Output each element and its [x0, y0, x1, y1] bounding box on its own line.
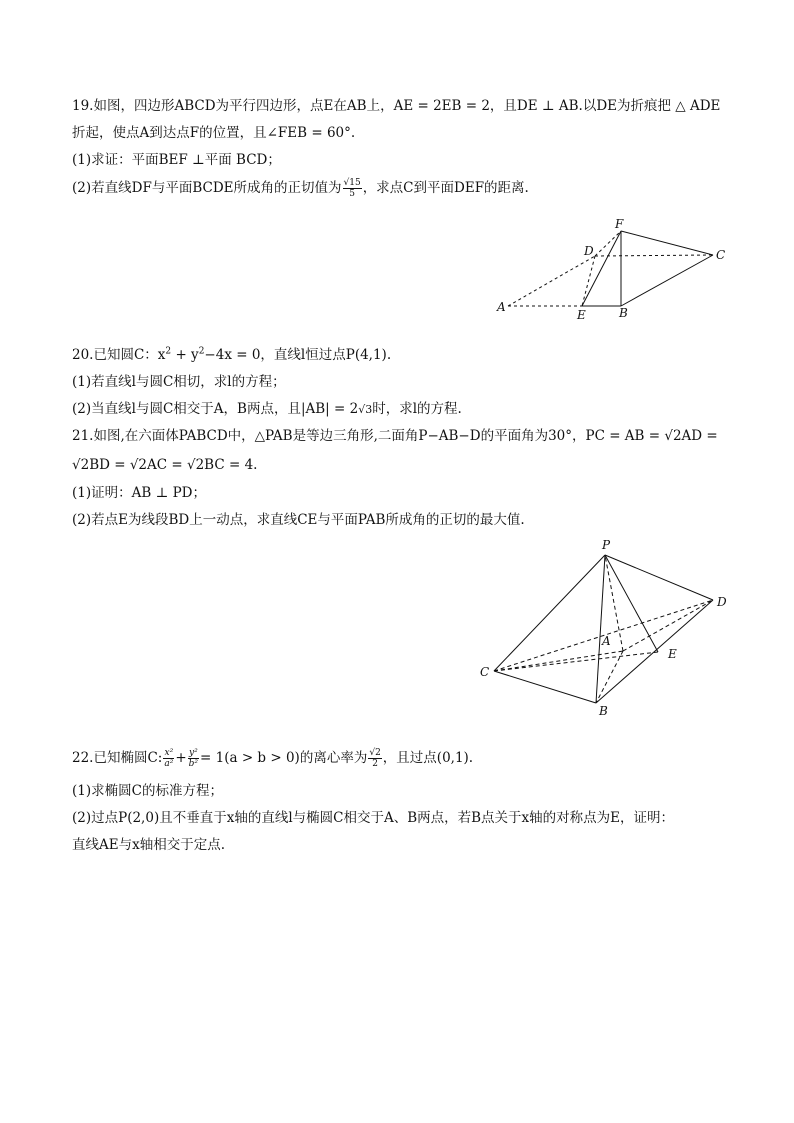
q21-part-2: (2)若点E为线段BD上一动点，求直线CE与平面PAB所成角的正切的最大值.	[72, 512, 525, 528]
label-F: F	[615, 217, 624, 231]
label-D: D	[717, 595, 727, 609]
q20-part-2	[72, 400, 462, 419]
label-E: E	[577, 308, 586, 322]
q19-figure	[495, 215, 735, 325]
q22-frac-y	[188, 748, 199, 769]
q22-frac-x-den: a²	[164, 759, 174, 769]
q19-part-1: (1)求证：平面BEF ⊥平面 BCD；	[72, 152, 281, 168]
label-B: B	[599, 704, 608, 718]
edge-BD	[596, 600, 713, 703]
q22-text-b: = 1(a > b > 0)的离心率为	[200, 750, 368, 766]
edge-AD	[623, 600, 713, 651]
q20-text-a: 20.已知圆C：x	[72, 347, 166, 363]
edge-DC	[595, 255, 713, 256]
q20-sup-2: 2	[198, 346, 205, 357]
q20-line-1	[72, 346, 391, 364]
q20-sqrt: √3	[358, 403, 373, 416]
q20-text-b: + y	[171, 347, 199, 363]
label-C: C	[716, 248, 726, 262]
edge-PB	[596, 555, 605, 703]
q20-part-2-text-a: (2)当直线l与圆C相交于A，B两点，且|AB| = 2	[72, 401, 359, 417]
q22-frac-y-num: y²	[188, 748, 198, 758]
edge-CB	[494, 671, 596, 703]
q20-part-1: (1)若直线l与圆C相切，求l的方程；	[72, 374, 286, 390]
label-D: D	[584, 244, 594, 258]
q19-part-2	[72, 178, 529, 199]
q22-part-2-line-1: (2)过点P(2,0)且不垂直于x轴的直线l与椭圆C相交于A、B两点，若B点关于x轴的对称点为E，证明：	[72, 810, 675, 826]
label-B: B	[619, 306, 628, 320]
q22-line-1	[72, 746, 473, 770]
edge-BC	[621, 255, 713, 306]
edge-CE	[494, 652, 658, 671]
q19-fraction-den: 5	[349, 189, 355, 199]
edge-DE	[582, 256, 595, 306]
label-P: P	[602, 538, 611, 552]
edge-FC	[621, 231, 713, 255]
label-A: A	[602, 634, 611, 648]
q22-frac-x-num: x²	[164, 748, 174, 758]
q19-fraction-num: √15	[343, 178, 361, 188]
q22-part-2-line-2: 直线AE与x轴相交于定点.	[72, 837, 226, 853]
edge-CA	[494, 651, 623, 671]
label-E: E	[668, 647, 677, 661]
label-C: C	[480, 665, 490, 679]
edge-PD	[605, 555, 713, 600]
q20-sup-1: 2	[165, 346, 172, 357]
q20-part-2-text-b: 时，求l的方程.	[372, 401, 462, 417]
label-A: A	[497, 300, 506, 314]
edge-EF	[582, 231, 621, 306]
q19-line-2: 折起，使点A到达点F的位置，且∠FEB = 60°.	[72, 125, 356, 141]
q19-fraction	[343, 178, 362, 199]
q19-part-2-text-a: (2)若直线DF与平面BCDE所成角的正切值为	[72, 180, 342, 196]
q22-frac-x	[163, 748, 174, 769]
q22-plus: +	[175, 750, 187, 766]
q19-part-2-text-b: ，求点C到平面DEF的距离.	[362, 180, 529, 196]
q21-line-2: √2BD = √2AC = √2BC = 4.	[72, 457, 258, 473]
q22-frac-e-den: 2	[372, 759, 378, 769]
q22-text-c: ，且过点(0,1).	[382, 750, 474, 766]
q19-line-1: 19.如图，四边形ABCD为平行四边形，点E在AB上，AE = 2EB = 2，且DE ⊥ AB.以DE为折痕把 △ ADE	[72, 98, 721, 114]
q21-line-1: 21.如图,在六面体PABCD中，△PAB是等边三角形,二面角P−AB−D的平面角为30°，PC = AB = √2AD =	[72, 428, 718, 444]
q22-part-1: (1)求椭圆C的标准方程；	[72, 783, 223, 799]
q21-figure	[475, 535, 745, 720]
q20-text-c: −4x = 0，直线l恒过点P(4,1).	[204, 347, 392, 363]
edge-PC	[494, 555, 605, 671]
q22-text-a: 22.已知椭圆C:	[72, 750, 163, 766]
q22-frac-e-num: √2	[369, 748, 381, 758]
edge-AD	[508, 256, 595, 306]
edge-DF	[595, 231, 621, 256]
q22-frac-y-den: b²	[188, 759, 199, 769]
q22-frac-e	[368, 748, 381, 769]
edge-PE	[605, 555, 658, 652]
q21-part-1: (1)证明：AB ⊥ PD；	[72, 485, 206, 501]
